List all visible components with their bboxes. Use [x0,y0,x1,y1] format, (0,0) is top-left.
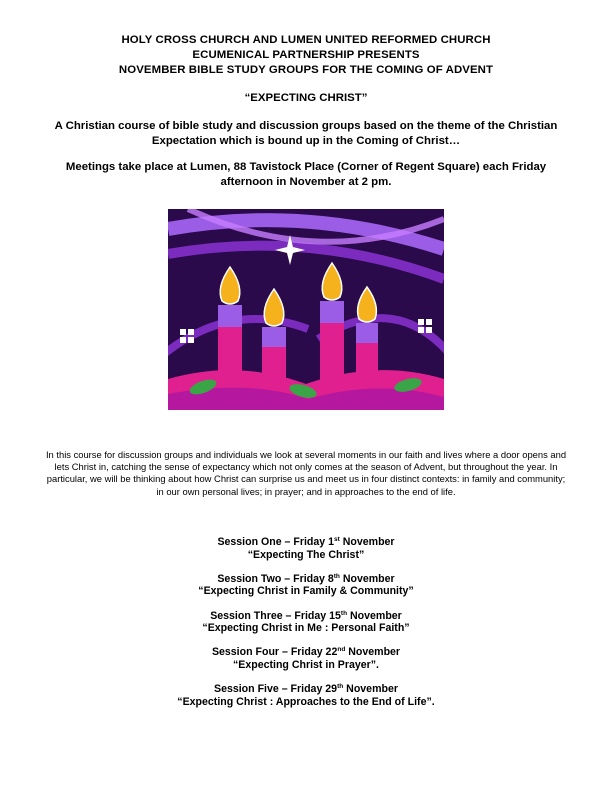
sessions-list [0,536,612,720]
header-line-1: HOLY CROSS CHURCH AND LUMEN UNITED REFORMED CHURCH [121,34,491,46]
session-subtitle: “Expecting Christ in Prayer”. [232,658,379,671]
session-item [0,536,612,561]
session-date: Session Four – Friday 22nd November [211,646,401,659]
session-date: Session Five – Friday 29th November [214,683,398,696]
course-description: In this course for discussion groups and individuals we look at several moments in our faith and lives where a door opens and lets Christ in, catching the sense of expectancy which not only comes at the season of Advent, but throughout the year. In particular, we will be thinking about how Christ can surprise us and meet us in four distinct contexts: in family and community; in our own personal lives; in prayer; and in approaches to the end of life. [45,449,567,497]
session-item [0,683,612,708]
advent-candles-illustration [168,209,444,410]
session-subtitle: “Expecting The Christ” [247,548,365,561]
header-line-3: NOVEMBER BIBLE STUDY GROUPS FOR THE COMING OF ADVENT [118,64,494,76]
session-item [0,646,612,671]
session-date: Session Three – Friday 15th November [210,609,402,622]
session-subtitle: “Expecting Christ : Approaches to the End of Life”. [177,695,435,708]
document-header [0,33,612,78]
course-intro: A Christian course of bible study and discussion groups based on the theme of the Christian Expectation which is bound up in the Coming of Christ… [54,120,558,147]
session-subtitle: “Expecting Christ in Me : Personal Faith” [202,622,410,635]
course-title: “EXPECTING CHRIST” [244,92,368,104]
meeting-details: Meetings take place at Lumen, 88 Tavistock Place (Corner of Regent Square) each Friday afternoon in November at 2 pm. [65,161,547,188]
session-item [0,573,612,598]
session-item [0,610,612,635]
session-subtitle: “Expecting Christ in Family & Community” [198,585,414,598]
session-date: Session One – Friday 1st November [217,536,395,548]
session-date: Session Two – Friday 8th November [217,572,395,585]
header-line-2: ECUMENICAL PARTNERSHIP PRESENTS [192,49,420,61]
